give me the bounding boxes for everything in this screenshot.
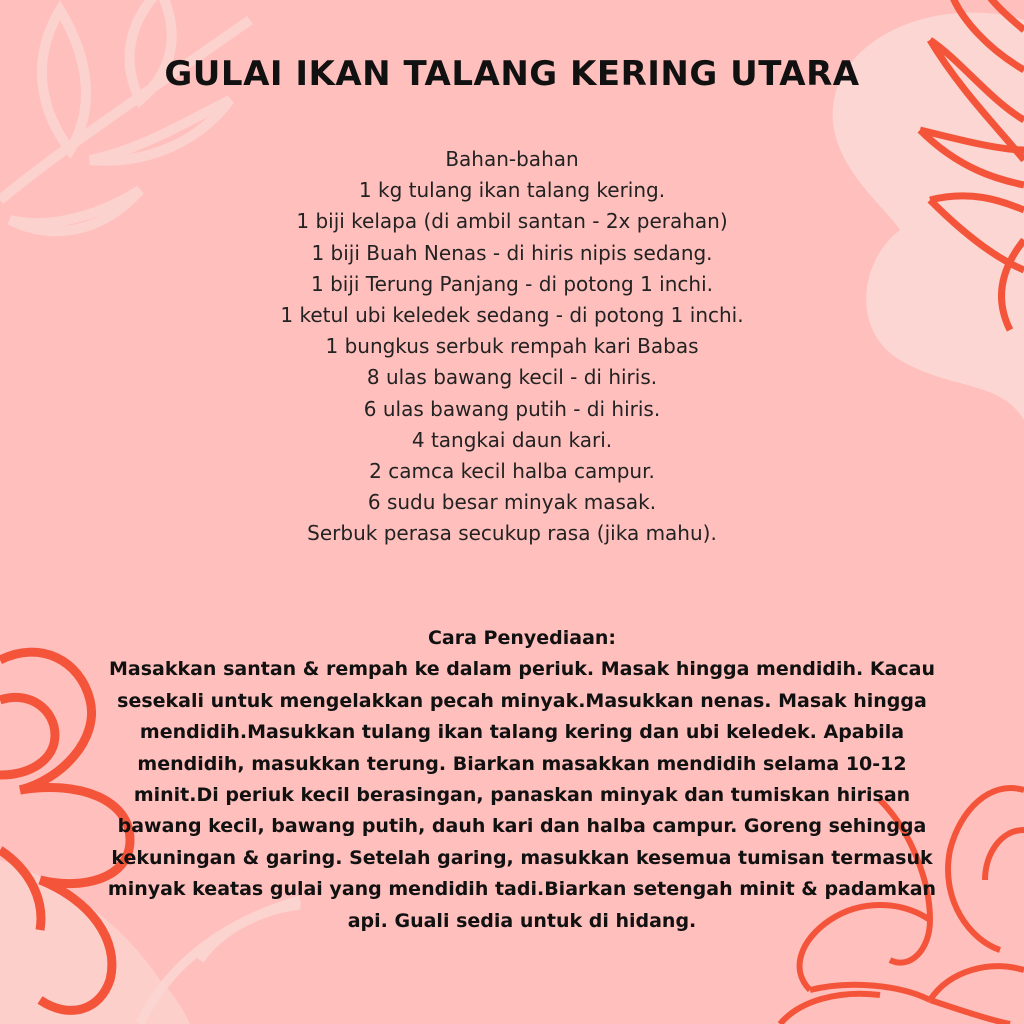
method-section	[92, 623, 952, 937]
method-heading: Cara Penyediaan:	[427, 627, 617, 649]
ingredient-item: 1 biji kelapa (di ambil santan - 2x perahan)	[296, 209, 728, 234]
ingredient-item: 6 sudu besar minyak masak.	[367, 490, 657, 515]
ingredient-item: 1 biji Terung Panjang - di potong 1 inchi.	[310, 271, 713, 296]
ingredients-section	[0, 144, 1024, 550]
method-text: Masakkan santan & rempah ke dalam periuk. Masak hingga mendidih. Kacau sesekali untuk mengelakkan pecah minyak.Masukkan nenas. Masak hingga mendidih.Masukkan tulang ikan talang kering dan ubi keledek. Apabila mendidih, masukkan terung. Biarkan masakkan mendidih selama 10-12 minit.Di periuk kecil berasingan, panaskan minyak dan tumiskan hirisan bawang kecil, bawang putih, dauh kari dan halba campur. Goreng sehingga kekuningan & garing. Setelah garing, masukkan kesemua tumisan termasuk minyak keatas gulai yang mendidih tadi.Biarkan setengah minit & padamkan api. Guali sedia untuk di hidang.	[107, 658, 937, 932]
ingredient-item: 1 kg tulang ikan talang kering.	[358, 178, 666, 203]
page-title: GULAI IKAN TALANG KERING UTARA	[164, 54, 860, 94]
ingredient-item: 1 bungkus serbuk rempah kari Babas	[325, 334, 699, 359]
ingredients-heading: Bahan-bahan	[445, 147, 579, 171]
ingredient-item: 6 ulas bawang putih - di hiris.	[363, 396, 661, 421]
ingredient-item: 1 ketul ubi keledek sedang - di potong 1 inchi.	[280, 303, 744, 328]
ingredient-item: 1 biji Buah Nenas - di hiris nipis sedang.	[311, 240, 713, 265]
ingredient-item: Serbuk perasa secukup rasa (jika mahu).	[307, 521, 717, 546]
ingredient-item: 2 camca kecil halba campur.	[369, 459, 655, 484]
ingredient-item: 8 ulas bawang kecil - di hiris.	[366, 365, 658, 390]
ingredient-item: 4 tangkai daun kari.	[411, 427, 613, 452]
